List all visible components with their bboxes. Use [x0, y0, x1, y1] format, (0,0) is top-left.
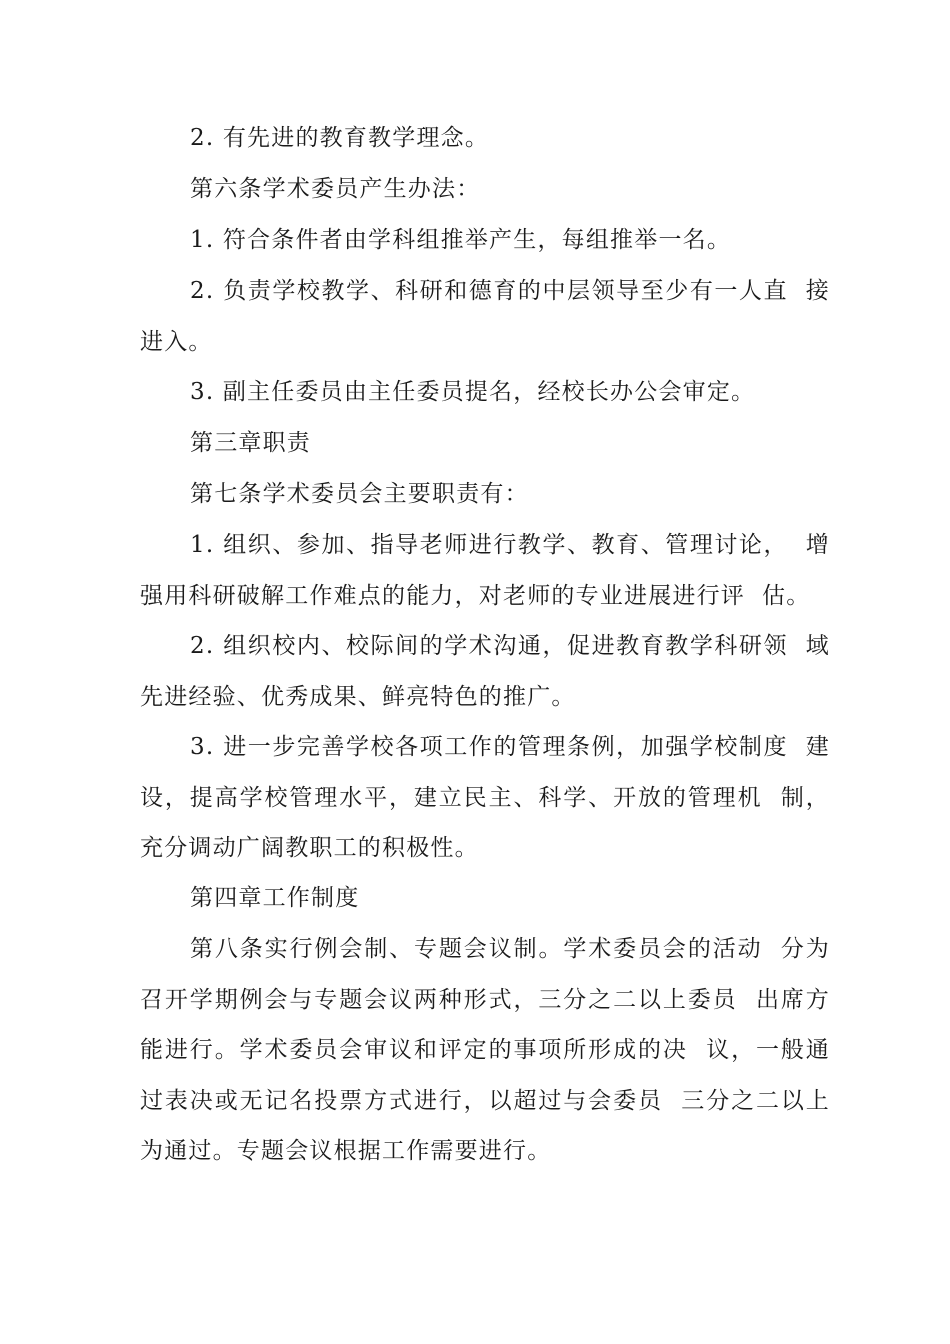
paragraph-duty-2: 2. 组织校内、校际间的学术沟通，促进教育教学科研领 域先进经验、优秀成果、鲜亮特色的推广。: [140, 633, 830, 710]
paragraph-item-1-recommendation: 1. 符合条件者由学科组推举产生，每组推举一名。: [190, 227, 732, 253]
chapter-3-heading: 第三章职责: [190, 430, 311, 456]
paragraph-article-7: 第七条学术委员会主要职责有：: [190, 481, 529, 507]
paragraph-item-2-teaching-philosophy: 2. 有先进的教育教学理念。: [190, 125, 490, 151]
paragraph-item-2-leaders: 2. 负责学校教学、科研和德育的中层领导至少有一人直 接进入。: [140, 278, 830, 355]
paragraph-duty-3: 3. 进一步完善学校各项工作的管理条例，加强学校制度 建设，提高学校管理水平，建立民主、科学、开放的管理机 制，充分调动广阔教职工的积极性。: [140, 734, 830, 861]
paragraph-item-3-vice-director: 3. 副主任委员由主任委员提名，经校长办公会审定。: [190, 379, 756, 405]
paragraph-duty-1: 1. 组织、参加、指导老师进行教学、教育、管理讨论， 增强用科研破解工作难点的能力，对老师的专业进展进行评 估。: [140, 532, 830, 609]
paragraph-article-6: 第六条学术委员产生办法：: [190, 176, 481, 202]
chapter-4-heading: 第四章工作制度: [190, 885, 360, 911]
paragraph-article-8: 第八条实行例会制、专题会议制。学术委员会的活动 分为召开学期例会与专题会议两种形式，三分之二以上委员 出席方能进行。学术委员会审议和评定的事项所形成的决 议，一般通过表决或无记名投票方式进行，以超过与会委员 三分之二以上为通过。专题会议根据工作需要进行。: [140, 936, 830, 1164]
